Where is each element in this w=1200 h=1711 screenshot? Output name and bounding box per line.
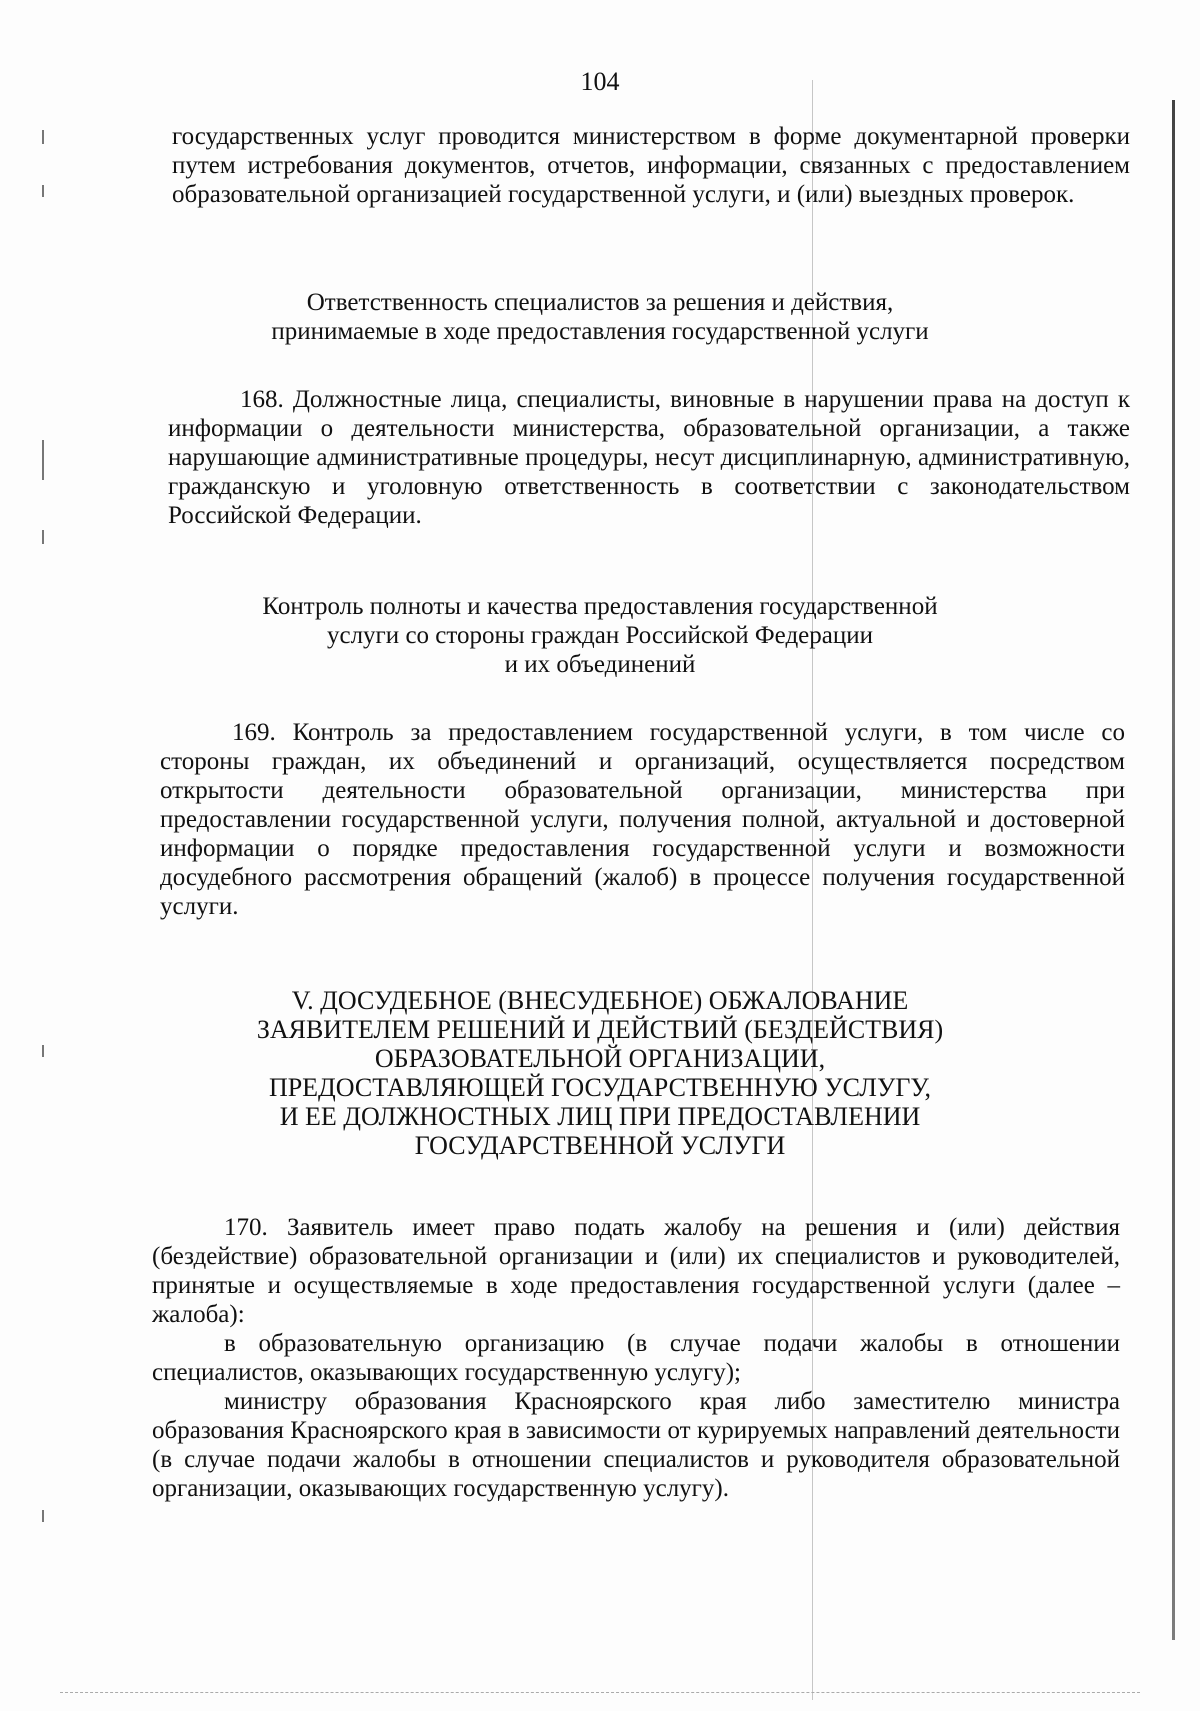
section-v-title-line: ОБРАЗОВАТЕЛЬНОЙ ОРГАНИЗАЦИИ, [374, 1044, 826, 1073]
heading-responsibility-line: принимаемые в ходе предоставления государственной услуги [271, 318, 929, 345]
paragraph-168 [168, 385, 1130, 530]
heading-control-line: и их объединений [504, 651, 696, 678]
heading-control-line: услуги со стороны граждан Российской Федерации [326, 622, 873, 649]
scan-artifact-tick [42, 440, 44, 480]
paragraph-170 [152, 1213, 1120, 1503]
paragraph-170-item-1: в образовательную организацию (в случае подачи жалобы в отношении специалистов, оказывающих государственную услугу); [152, 1330, 1120, 1386]
section-v-title [160, 986, 1040, 1160]
paragraph-168-text: 168. Должностные лица, специалисты, виновные в нарушении права на доступ к информации о деятельности министерства, образовательной организации, а также нарушающие административные процедуры, несут дисциплинарную, административную, гражданскую и уголовную ответственность в соответствии с законодательством Российской Федерации. [168, 386, 1130, 529]
paragraph-170-item-2: министру образования Красноярского края либо заместителю министра образования Красноярского края в зависимости от курируемых направлений деятельности (в случае подачи жалобы в отношении специалистов и руководителя образовательной организации, оказывающих государственную услугу). [152, 1388, 1120, 1502]
section-v-title-line: ГОСУДАРСТВЕННОЙ УСЛУГИ [414, 1131, 786, 1160]
section-v-title-line: ПРЕДОСТАВЛЯЮЩЕЙ ГОСУДАРСТВЕННУЮ УСЛУГУ, [268, 1073, 932, 1102]
scan-artifact-tick [42, 1510, 44, 1522]
heading-control-line: Контроль полноты и качества предоставления государственной [262, 593, 938, 620]
page-number: 104 [580, 67, 620, 96]
intro-paragraph-text: государственных услуг проводится министерством в форме документарной проверки путем истребования документов, отчетов, информации, связанных с предоставлением образовательной организацией государственной услуги, и (или) выездных проверок. [172, 123, 1130, 208]
section-v-title-line: V. ДОСУДЕБНОЕ (ВНЕСУДЕБНОЕ) ОБЖАЛОВАНИЕ [291, 986, 909, 1015]
heading-responsibility [160, 288, 1040, 346]
paragraph-169-text: 169. Контроль за предоставлением государственной услуги, в том числе со стороны граждан, их объединений и организаций, осуществляется посредством открытости деятельности образовательной организации, министерства при предоставлении государственной услуги, получения полной, актуальной и достоверной информации о порядке предоставления государственной услуги и возможности досудебного рассмотрения обращений (жалоб) в процессе получения государственной услуги. [160, 719, 1125, 920]
paragraph-170-text: 170. Заявитель имеет право подать жалобу на решения и (или) действия (бездействие) образовательной организации и (или) их специалистов и руководителей, принятые и осуществляемые в ходе предоставления государственной услуги (далее – жалоба): [152, 1214, 1120, 1328]
paragraph-169 [160, 718, 1125, 921]
intro-paragraph [172, 122, 1130, 209]
scan-artifact-tick [42, 530, 44, 544]
scan-artifact-right-edge [1172, 100, 1175, 1640]
heading-control [160, 592, 1040, 679]
section-v-title-line: И ЕЕ ДОЛЖНОСТНЫХ ЛИЦ ПРИ ПРЕДОСТАВЛЕНИИ [279, 1102, 921, 1131]
scan-artifact-bottom-edge [60, 1692, 1140, 1693]
scan-artifact-tick [42, 1045, 44, 1057]
heading-responsibility-line: Ответственность специалистов за решения и действия, [306, 289, 894, 316]
section-v-title-line: ЗАЯВИТЕЛЕМ РЕШЕНИЙ И ДЕЙСТВИЙ (БЕЗДЕЙСТВИЯ) [256, 1015, 944, 1044]
scan-artifact-tick [42, 130, 44, 144]
scan-artifact-tick [42, 185, 44, 197]
